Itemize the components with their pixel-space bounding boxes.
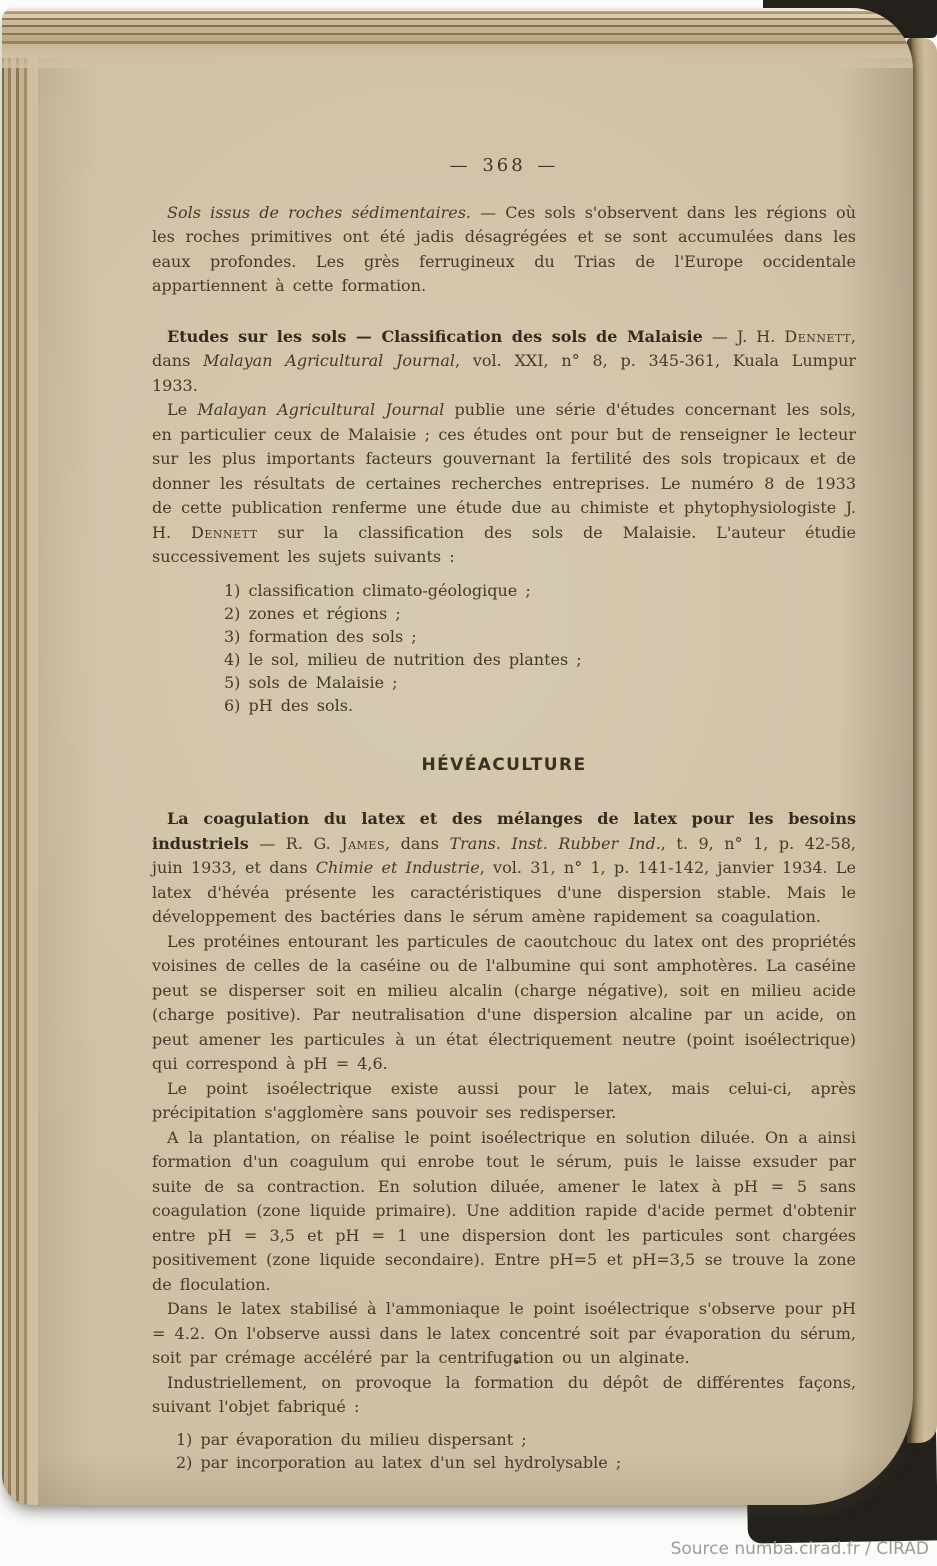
entry-sols-sedimentaires <box>152 201 856 299</box>
paragraph-plantation: A la plantation, on réalise le point isoélectrique en solution diluée. On a ainsi formation d'un coagulum qui enrobe tout le sérum, puis le laisse exsuder par suite de sa contraction. En solution diluée, amener le latex à pH = 5 sans coagulation (zone liquide primaire). Une addition rapide d'acide permet d'obtenir entre pH = 3,5 et pH = 1 une dispersion dont les particules sont chargées positivement (zone liquide secondaire). Entre pH=5 et pH=3,5 se trouve la zone de floculation. <box>152 1127 856 1294</box>
page-content <box>152 154 856 1474</box>
paragraph-ammoniaque: Dans le latex stabilisé à l'ammoniaque le point isoélectrique s'observe pour pH = 4.2. On l'observe aussi dans le latex concentré soit par évaporation du sérum, soit par crémage accéléré par la centrifugation ou un alginate. <box>152 1299 856 1367</box>
paragraph-journal-tail: sur la classification des sols de Malaisie. L'auteur étudie successivement les sujets suivants : <box>152 522 857 566</box>
entry-coagulation-tail: , vol. 31, n° 1, p. 141-142, janvier 1934. Le latex d'hévéa présente les caractéristiques d'une dispersion stable. Mais le développement des bactéries dans le sérum amène rapidement sa coagulation. <box>152 858 857 926</box>
entry-sols-body: — Ces sols s'observent dans les régions où les roches primitives ont été jadis désagrégées et se sont accumulées dans les eaux profondes. Les grès ferrugineux du Trias de l'Europe occidentale appartiennent à cette formation. <box>152 202 856 295</box>
process-list <box>176 1428 856 1474</box>
paragraph-journal <box>152 398 856 570</box>
entry-coagulation-title: La coagulation du latex et des mélanges de latex pour les besoins industriels <box>152 809 856 853</box>
list-item: 6) pH des sols. <box>224 695 354 715</box>
entry-coagulation-sep: — R. G. <box>248 833 342 853</box>
entry-sols-lead: Sols issus de roches sédimentaires. <box>167 202 471 222</box>
page-edge-fade <box>2 42 913 68</box>
entry-etudes-author: Dennett <box>784 326 851 346</box>
entry-coagulation-ref1: Trans. Inst. Rubber Ind. <box>449 833 661 853</box>
entry-etudes-journal: Malayan Agricultural Journal <box>203 351 455 370</box>
entry-etudes-tail: , vol. XXI, n° 8, p. 345-361, Kuala Lumpur 1933. <box>152 351 857 395</box>
list-item: 4) le sol, milieu de nutrition des plantes ; <box>224 649 582 669</box>
list-item: 2) zones et régions ; <box>224 603 401 623</box>
footer-source-text: Source numba.cirad.fr / CIRAD <box>670 1539 929 1559</box>
paragraph-isoelectrique: Le point isoélectrique existe aussi pour le latex, mais celui-ci, après précipitation s'agglomère sans pouvoir ses redisperser. <box>152 1078 856 1122</box>
entry-coagulation-mid2: , t. 9, n° 1, p. 42-58, juin 1933, et dans <box>152 833 857 877</box>
paragraph-journal-author: Dennett <box>191 522 258 542</box>
entry-coagulation-latex <box>152 807 856 930</box>
list-item: 5) sols de Malaisie ; <box>224 672 398 692</box>
paragraph-journal-title: Malayan Agricultural Journal <box>197 400 445 419</box>
entry-etudes-sols <box>152 325 856 399</box>
page-stack-left-edge <box>2 14 38 1505</box>
entry-coagulation-author: James <box>341 833 385 853</box>
open-book <box>2 8 937 1505</box>
subject-list <box>224 579 856 717</box>
paragraph-proteines: Les protéines entourant les particules de caoutchouc du latex ont des propriétés voisines de celles de la caséine ou de l'albumine qui sont amphotères. La caséine peut se disperser soit en milieu alcalin (charge négative), soit en milieu acide (charge positive). Par neutralisation d'une dispersion alcaline par un acide, on peut amener les particules à un état électriquement neutre (point isoélectrique) qui correspond à pH = 4,6. <box>152 931 856 1073</box>
entry-etudes-title: Etudes sur les sols — Classification des sols de Malaisie <box>167 326 703 346</box>
paragraph-journal-lead: Le <box>167 400 198 419</box>
list-item: 3) formation des sols ; <box>224 626 417 646</box>
list-item: 1) classification climato-géologique ; <box>224 580 531 600</box>
section-heading-heveaculture: HÉVÉACULTURE <box>421 754 587 775</box>
entry-coagulation-ref2: Chimie et Industrie <box>315 858 480 877</box>
list-item: 2) par incorporation au latex d'un sel hydrolysable ; <box>176 1452 622 1472</box>
entry-coagulation-mid1: , dans <box>384 833 450 853</box>
list-item: 1) par évaporation du milieu dispersant ; <box>176 1429 527 1449</box>
book-page <box>2 8 913 1505</box>
paragraph-journal-mid: publie une série d'études concernant les sols, en particulier ceux de Malaisie ; ces études ont pour but de renseigner le lecteur sur les plus importants facteurs gouvernant la fertilité des sols tropicaux et de donner les résultats de certaines recherches entreprises. Le numéro 8 de 1933 de cette publication renferme une étude due au chimiste et phytophysiologiste J. H. <box>152 400 856 542</box>
paragraph-industriellement: Industriellement, on provoque la formation du dépôt de différentes façons, suivant l'objet fabriqué : <box>152 1372 856 1416</box>
entry-etudes-mid: , dans <box>152 326 857 370</box>
page-number: — 368 — <box>449 155 559 176</box>
entry-etudes-sep: — J. H. <box>702 326 785 346</box>
